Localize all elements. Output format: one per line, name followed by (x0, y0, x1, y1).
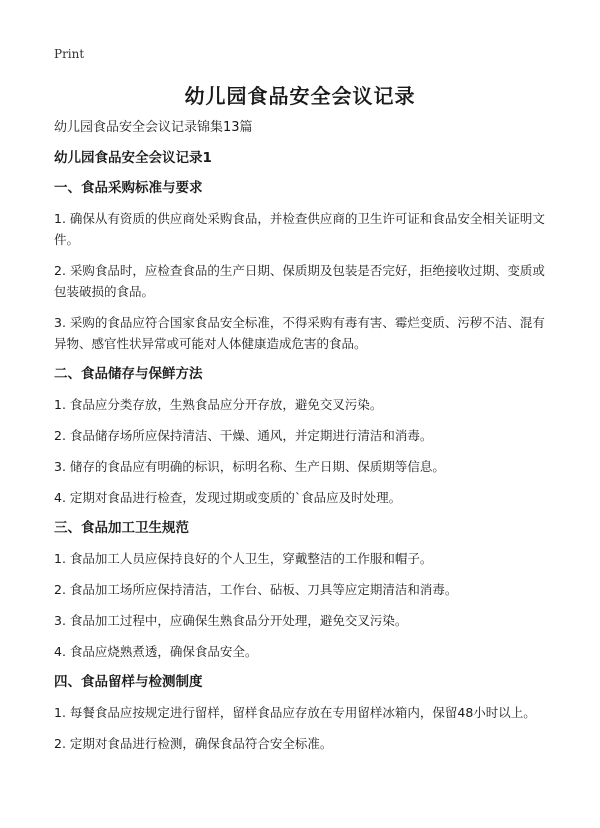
list-item: 1. 食品加工人员应保持良好的个人卫生，穿戴整洁的工作服和帽子。 (54, 551, 433, 566)
document-title: 幼儿园食品安全会议记录 (184, 84, 416, 108)
list-item: 2. 食品储存场所应保持清洁、干燥、通风，并定期进行清洁和消毒。 (54, 428, 433, 443)
list-item: 1. 确保从有资质的供应商处采购食品，并检查供应商的卫生许可证和食品安全相关证明文件。 (54, 211, 545, 247)
list-item: 3. 储存的食品应有明确的标识，标明名称、生产日期、保质期等信息。 (54, 459, 445, 474)
list-item: 3. 采购的食品应符合国家食品安全标准，不得采购有毒有害、霉烂变质、污秽不洁、混有异物、感官性状异常或可能对人体健康造成危害的食品。 (54, 315, 545, 351)
list-item: 2. 采购食品时，应检查食品的生产日期、保质期及包装是否完好，拒绝接收过期、变质或包装破损的食品。 (54, 263, 545, 299)
section-heading-processing: 三、食品加工卫生规范 (54, 520, 189, 536)
list-item: 1. 食品应分类存放，生熟食品应分开存放，避免交叉污染。 (54, 397, 383, 412)
section-heading-procurement: 一、食品采购标准与要求 (54, 180, 203, 196)
list-item: 1. 每餐食品应按规定进行留样，留样食品应存放在专用留样冰箱内，保留48小时以上。 (54, 705, 536, 720)
record-heading: 幼儿园食品安全会议记录1 (54, 150, 212, 166)
list-item: 2. 食品加工场所应保持清洁，工作台、砧板、刀具等应定期清洁和消毒。 (54, 582, 458, 597)
list-item: 2. 定期对食品进行检测，确保食品符合安全标准。 (54, 736, 333, 751)
list-item: 4. 食品应烧熟煮透，确保食品安全。 (54, 644, 258, 659)
list-item: 3. 食品加工过程中，应确保生熟食品分开处理，避免交叉污染。 (54, 613, 408, 628)
section-heading-sampling: 四、食品留样与检测制度 (54, 674, 203, 690)
section-heading-storage: 二、食品储存与保鲜方法 (54, 366, 203, 382)
print-label: Print (54, 47, 85, 61)
document-body (54, 118, 550, 764)
document-subtitle: 幼儿园食品安全会议记录锦集13篇 (54, 120, 253, 135)
list-item: 4. 定期对食品进行检查，发现过期或变质的`食品应及时处理。 (54, 490, 402, 505)
